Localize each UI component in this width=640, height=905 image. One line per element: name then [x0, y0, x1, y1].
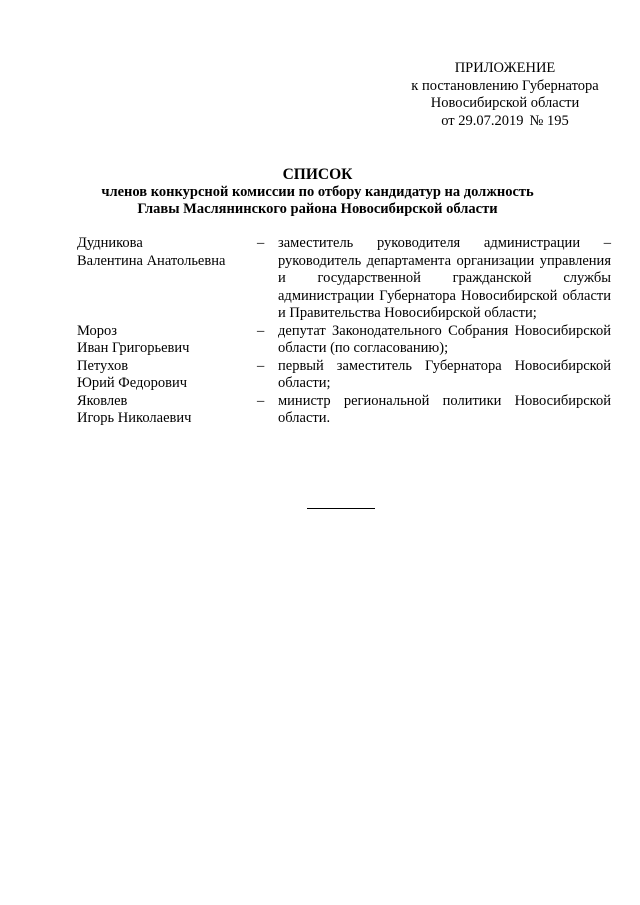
member-role: депутат Законодательного Собрания Новосибирской области (по согласованию); — [278, 322, 611, 356]
member-entry — [77, 393, 611, 428]
title-main: СПИСОК — [282, 166, 353, 183]
member-dash: – — [257, 357, 265, 374]
appendix-header — [380, 60, 630, 130]
member-dash: – — [257, 235, 265, 251]
member-entry — [77, 358, 611, 393]
appendix-number: № 195 — [529, 112, 569, 129]
member-surname: Мороз — [77, 322, 118, 339]
member-dash: – — [257, 322, 265, 339]
appendix-date: от 29.07.2019 — [441, 112, 524, 129]
document-title — [40, 166, 595, 219]
member-given-name: Иван Григорьевич — [77, 340, 190, 356]
member-surname: Дудникова — [77, 235, 143, 251]
member-role: заместитель руководителя администрации – руководитель департамента организации управления и государственной гражданской службы администрации Губернатора Новосибирской области и Правительства Новосибирской области; — [278, 235, 611, 321]
member-given-name: Валентина Анатольевна — [77, 252, 226, 269]
member-name — [77, 323, 257, 358]
appendix-decree-line: к постановлению Губернатора — [411, 77, 599, 94]
member-given-name: Юрий Федорович — [77, 375, 188, 391]
member-list — [77, 235, 611, 428]
member-given-name: Игорь Николаевич — [77, 410, 192, 426]
member-role: министр региональной политики Новосибирской области. — [278, 392, 611, 426]
appendix-date-line — [380, 113, 630, 131]
member-surname: Петухов — [77, 357, 129, 374]
appendix-region-line: Новосибирской области — [430, 95, 580, 111]
member-role: первый заместитель Губернатора Новосибирской области; — [278, 357, 611, 391]
title-subtitle-line2: Главы Маслянинского района Новосибирской области — [137, 201, 498, 217]
member-name — [77, 358, 257, 393]
title-subtitle-line1: членов конкурсной комиссии по отбору кандидатур на должность — [101, 183, 534, 200]
member-name — [77, 235, 257, 270]
appendix-label: ПРИЛОЖЕНИЕ — [454, 60, 556, 76]
member-entry — [77, 323, 611, 358]
member-entry — [77, 235, 611, 323]
member-name — [77, 393, 257, 428]
end-divider — [307, 508, 375, 509]
member-surname: Яковлев — [77, 392, 128, 409]
member-dash: – — [257, 392, 265, 409]
